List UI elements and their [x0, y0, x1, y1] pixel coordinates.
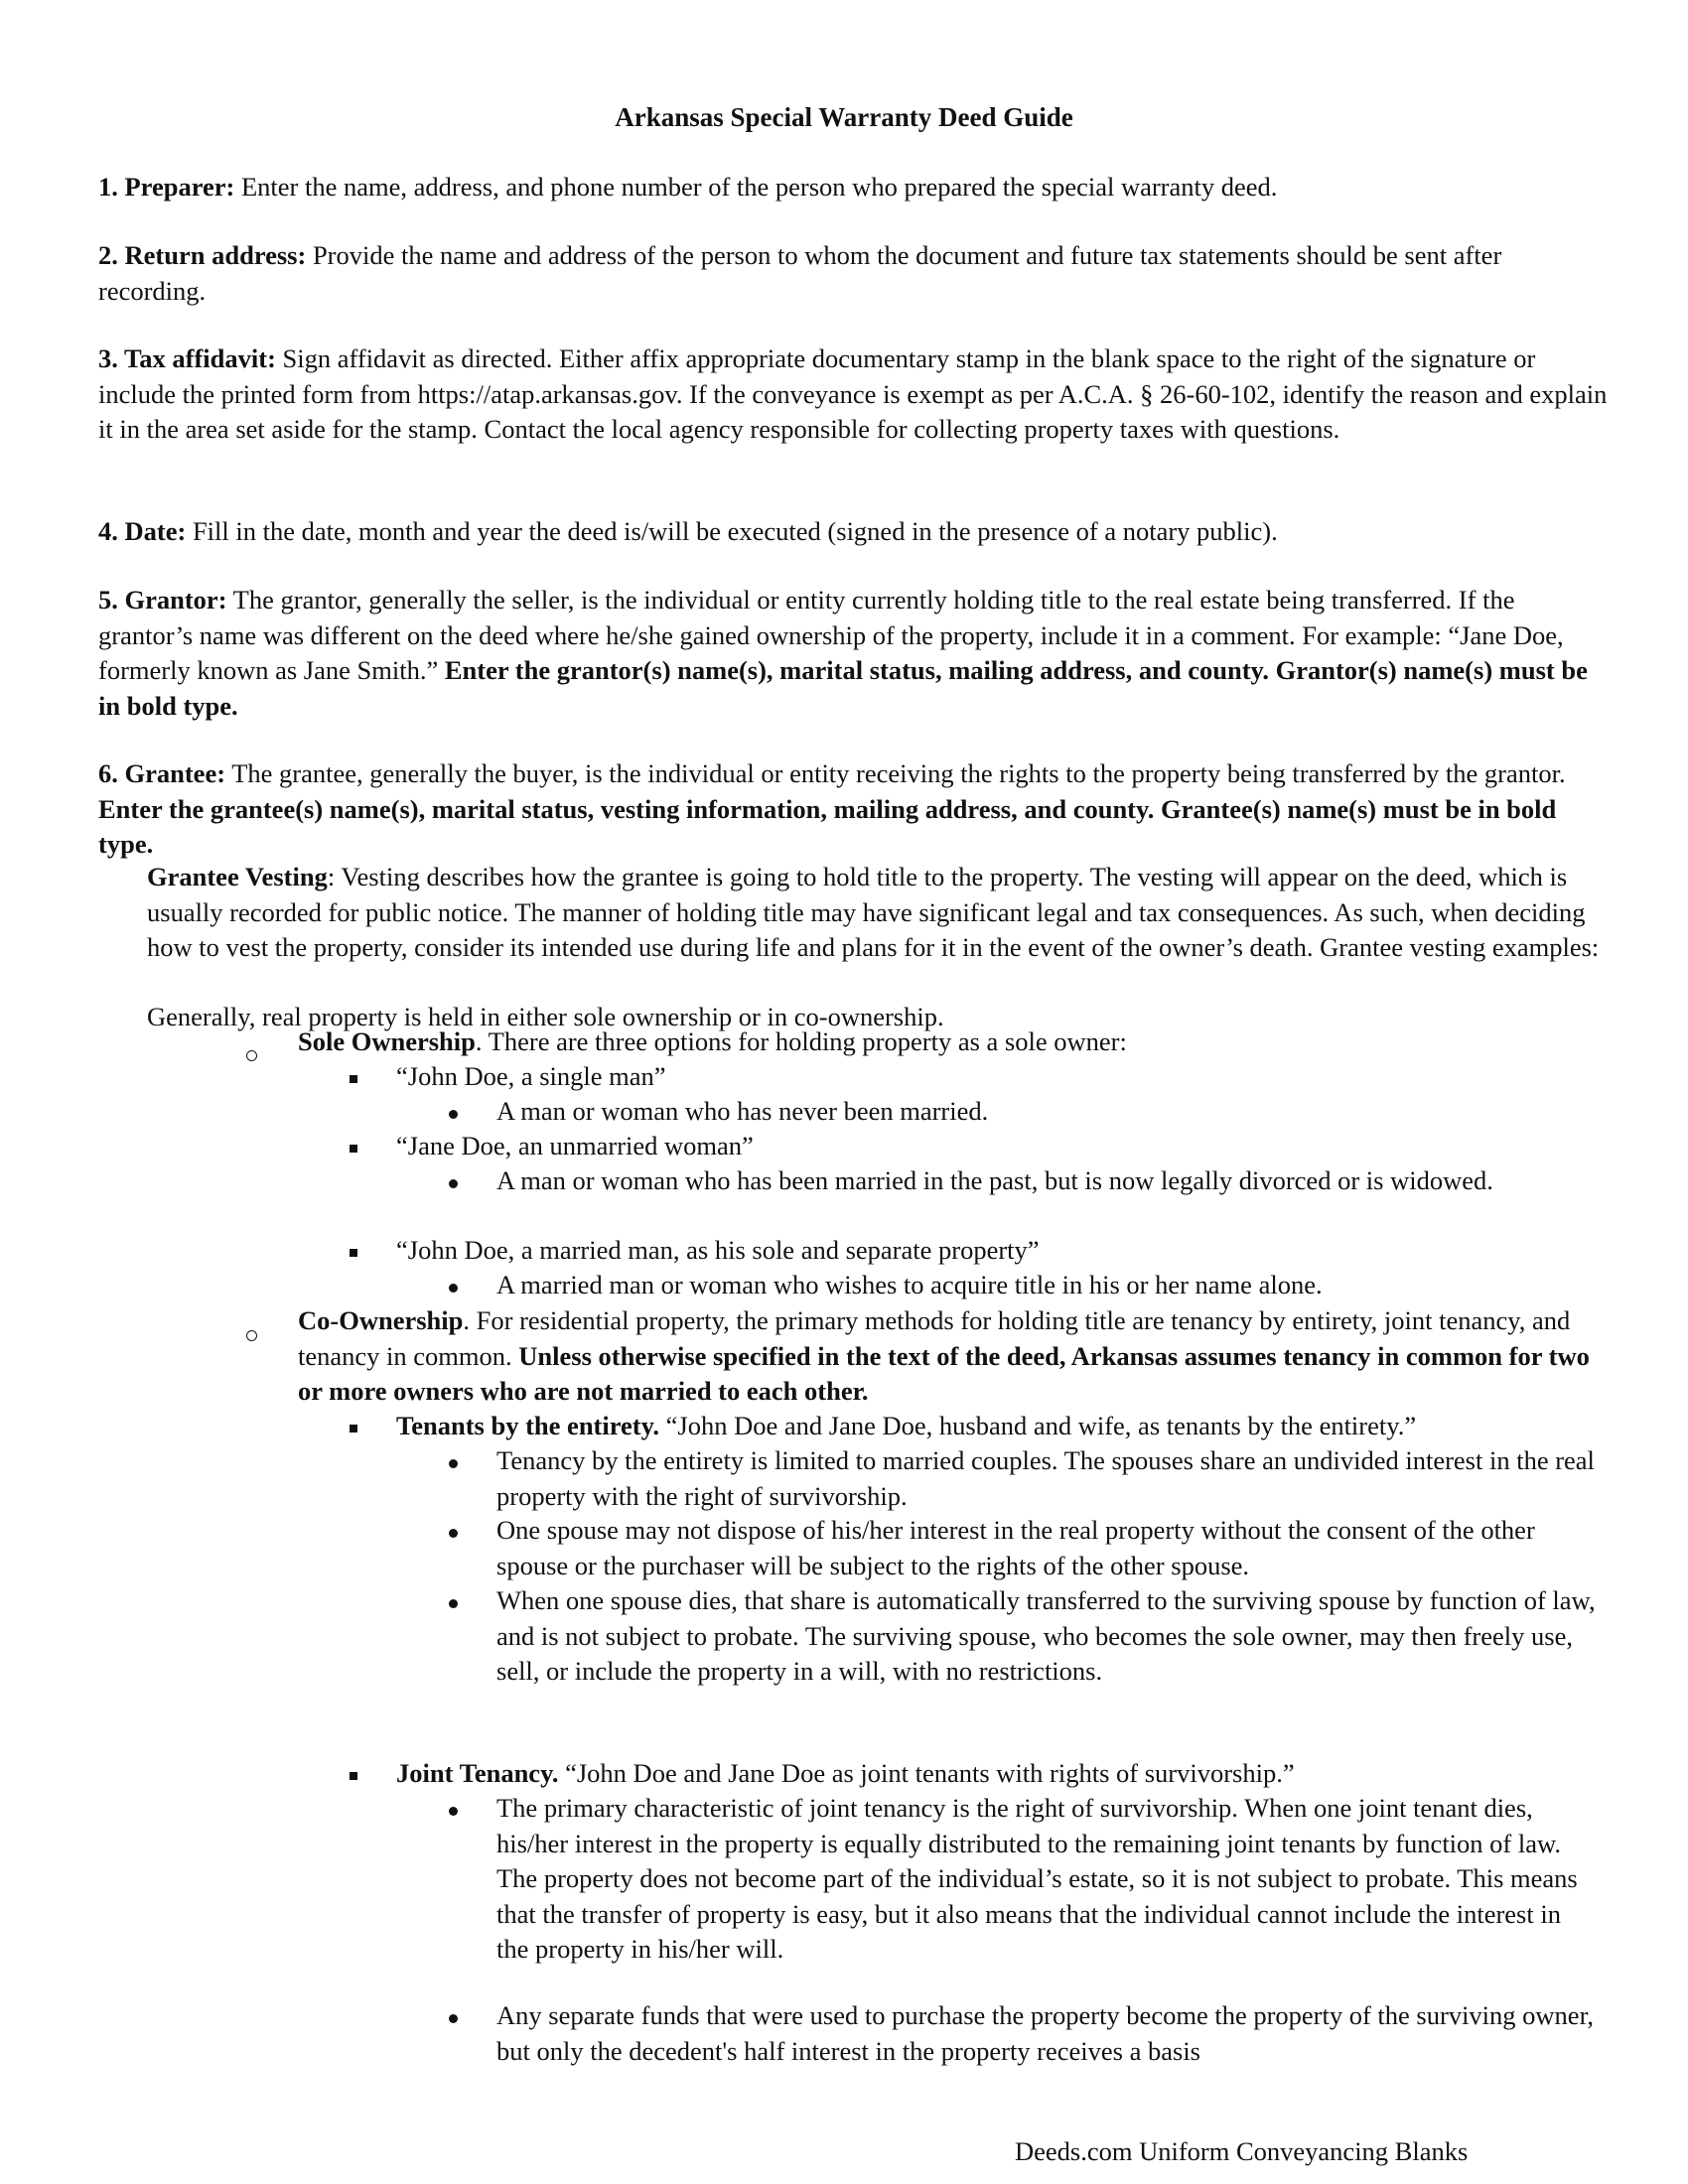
sole-example-1-note: A man or woman who has never been married.	[496, 1096, 989, 1126]
page-title: Arkansas Special Warranty Deed Guide	[615, 102, 1073, 132]
section-tax-affidavit	[98, 341, 1608, 448]
section-grantor	[98, 583, 1608, 724]
joint-label: Joint Tenancy.	[396, 1758, 559, 1788]
joint-note-1: The primary characteristic of joint tenancy is the right of survivorship. When one joint tenant dies, his/her interest in the property is equally distributed to the remaining joint tenants by function of law. The property does not become part of the individual’s estate, so it is not subject to probate. This means that the transfer of property is easy, but it also means that the individual cannot include the interest in the property in his/her will.	[496, 1793, 1578, 1964]
dot-bullet-icon	[449, 1096, 458, 1132]
square-bullet-icon	[350, 1236, 357, 1272]
section-text: Sign affidavit as directed. Either affix appropriate documentary stamp in the blank space to the right of the signature or include the printed form from https://atap.arkansas.gov. If the conveyance is exempt as per A.C.A. § 26-60-102, identify the reason and explain it in the area set aside for the stamp. Contact the local agency responsible for collecting property taxes with questions.	[98, 343, 1608, 444]
circle-bullet-icon	[246, 1317, 257, 1353]
entirety-text: “John Doe and Jane Doe, husband and wife, as tenants by the entirety.”	[659, 1411, 1417, 1440]
sole-example-3-note: A married man or woman who wishes to acquire title in his or her name alone.	[496, 1270, 1323, 1299]
entirety-note-2: One spouse may not dispose of his/her interest in the real property without the consent of the other spouse or the purchaser will be subject to the rights of the other spouse.	[496, 1515, 1535, 1580]
square-bullet-icon	[350, 1062, 357, 1098]
square-bullet-icon	[350, 1412, 357, 1447]
sole-example-3: “John Doe, a married man, as his sole and separate property”	[396, 1235, 1040, 1265]
square-bullet-icon	[350, 1132, 357, 1167]
section-text: Provide the name and address of the person to whom the document and future tax statements should be sent after recording.	[98, 240, 1502, 306]
section-bold-text: Enter the grantor(s) name(s), marital status, mailing address, and county. Grantor(s) name(s) must be in bold type.	[98, 655, 1588, 721]
entirety-note-1: Tenancy by the entirety is limited to married couples. The spouses share an undivided interest in the real property with the right of survivorship.	[496, 1445, 1595, 1511]
dot-bullet-icon	[449, 1270, 458, 1305]
section-text: Fill in the date, month and year the deed is/will be executed (signed in the presence of a notary public).	[186, 516, 1278, 546]
section-label: 1. Preparer:	[98, 172, 235, 202]
sole-text: . There are three options for holding property as a sole owner:	[475, 1026, 1127, 1056]
entirety-note-3: When one spouse dies, that share is automatically transferred to the surviving spouse by function of law, and is not subject to probate. The surviving spouse, who becomes the sole owner, may then freely use, sell, or include the property in a will, with no restrictions.	[496, 1585, 1596, 1686]
sole-example-1: “John Doe, a single man”	[396, 1061, 666, 1091]
co-label: Co-Ownership	[298, 1305, 464, 1335]
vesting-label: Grantee Vesting	[147, 862, 328, 891]
entirety-label: Tenants by the entirety.	[396, 1411, 660, 1440]
dot-bullet-icon	[449, 1515, 458, 1551]
sole-ownership	[298, 1024, 1609, 1060]
vesting-general: Generally, real property is held in either sole ownership or in co-ownership.	[147, 1002, 944, 1031]
joint-note-2: Any separate funds that were used to purchase the property become the property of the surviving owner, but only the decedent's half interest in the property receives a basis	[496, 2000, 1594, 2066]
section-label: 6. Grantee:	[98, 758, 226, 788]
section-text: Enter the name, address, and phone number of the person who prepared the special warranty deed.	[234, 172, 1278, 202]
section-date	[98, 514, 1608, 550]
sole-example-2-note: A man or woman who has been married in the past, but is now legally divorced or is widowed.	[496, 1165, 1493, 1195]
sole-example-2: “Jane Doe, an unmarried woman”	[396, 1131, 754, 1160]
section-text: The grantee, generally the buyer, is the individual or entity receiving the rights to the property being transferred by the grantor.	[225, 758, 1566, 788]
tenants-by-entirety	[396, 1409, 1608, 1444]
sole-label: Sole Ownership	[298, 1026, 476, 1056]
co-bold-text: Unless otherwise specified in the text of the deed, Arkansas assumes tenancy in common for two or more owners who are not married to each other.	[298, 1340, 1590, 1406]
co-ownership	[298, 1303, 1609, 1410]
section-preparer	[98, 170, 1608, 205]
section-text: The grantor, generally the seller, is the individual or entity currently holding title to the real estate being transferred. If the grantor’s name was different on the deed where he/she gained ownership of the property, include it in a comment. For example: “Jane Doe, formerly known as Jane Smith.”	[98, 585, 1564, 685]
section-label: 4. Date:	[98, 516, 187, 546]
circle-bullet-icon	[246, 1037, 257, 1073]
dot-bullet-icon	[449, 1445, 458, 1481]
dot-bullet-icon	[449, 2000, 458, 2036]
dot-bullet-icon	[449, 1585, 458, 1621]
joint-text: “John Doe and Jane Doe as joint tenants with rights of survivorship.”	[558, 1758, 1295, 1788]
section-return-address	[98, 238, 1608, 309]
page-footer: Deeds.com Uniform Conveyancing Blanks	[1015, 2136, 1469, 2166]
vesting-text: : Vesting describes how the grantee is going to hold title to the property. The vesting will appear on the deed, which is usually recorded for public notice. The manner of holding title may have significant legal and tax consequences. As such, when deciding how to vest the property, consider its intended use during life and plans for it in the event of the owner’s death. Grantee vesting examples:	[147, 862, 1600, 962]
joint-tenancy	[396, 1756, 1608, 1792]
section-label: 5. Grantor:	[98, 585, 227, 614]
section-grantee	[98, 756, 1608, 863]
square-bullet-icon	[350, 1759, 357, 1795]
co-text: . For residential property, the primary methods for holding title are tenancy by entirety, joint tenancy, and tenancy in common.	[298, 1305, 1571, 1371]
grantee-vesting	[147, 860, 1607, 966]
dot-bullet-icon	[449, 1165, 458, 1201]
dot-bullet-icon	[449, 1793, 458, 1829]
section-bold-text: Enter the grantee(s) name(s), marital status, vesting information, mailing address, and county. Grantee(s) name(s) must be in bold type.	[98, 793, 1557, 859]
section-label: 3. Tax affidavit:	[98, 343, 276, 373]
section-label: 2. Return address:	[98, 240, 307, 270]
